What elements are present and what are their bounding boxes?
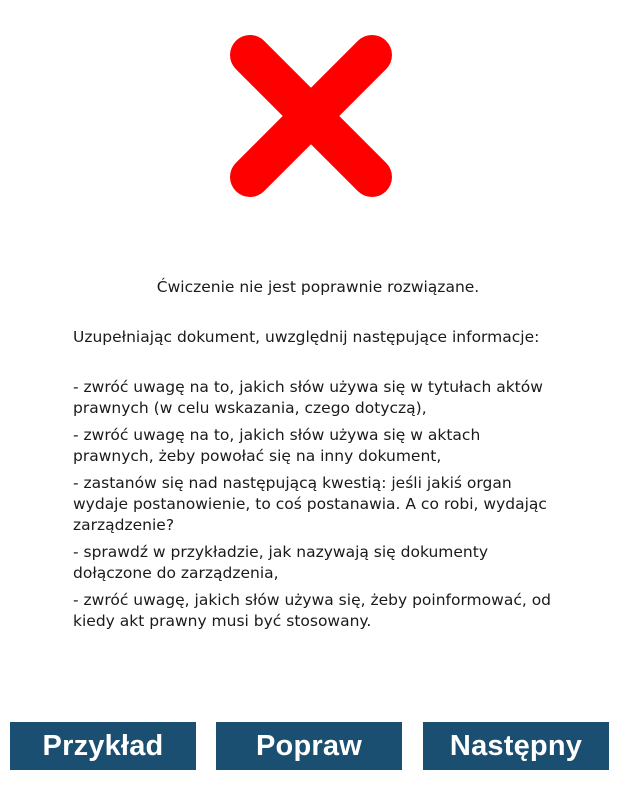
hints-intro: Uzupełniając dokument, uwzględnij następujące informacje: (73, 328, 540, 346)
hint-item: - zwróć uwagę na to, jakich słów używa się w tytułach aktów prawnych (w celu wskazania, czego dotyczą), (73, 378, 543, 417)
hint-item: - zwróć uwagę na to, jakich słów używa się w aktach prawnych, żeby powołać się na inny dokument, (73, 426, 481, 465)
fix-button[interactable]: Popraw (216, 722, 402, 770)
action-buttons (0, 722, 618, 770)
example-button[interactable]: Przykład (10, 722, 196, 770)
feedback-message (73, 277, 563, 638)
next-button[interactable]: Następny (423, 722, 609, 770)
hint-item: - zwróć uwagę, jakich słów używa się, żeby poinformować, od kiedy akt prawny musi być stosowany. (73, 591, 552, 630)
hint-item: - zastanów się nad następującą kwestią: jeśli jakiś organ wydaje postanowienie, to coś postanawia. A co robi, wydając zarządzenie? (73, 474, 547, 534)
cross-icon (230, 35, 392, 197)
hint-item: - sprawdź w przykładzie, jak nazywają się dokumenty dołączone do zarządzenia, (73, 543, 489, 582)
result-status-text: Ćwiczenie nie jest poprawnie rozwiązane. (156, 278, 480, 296)
